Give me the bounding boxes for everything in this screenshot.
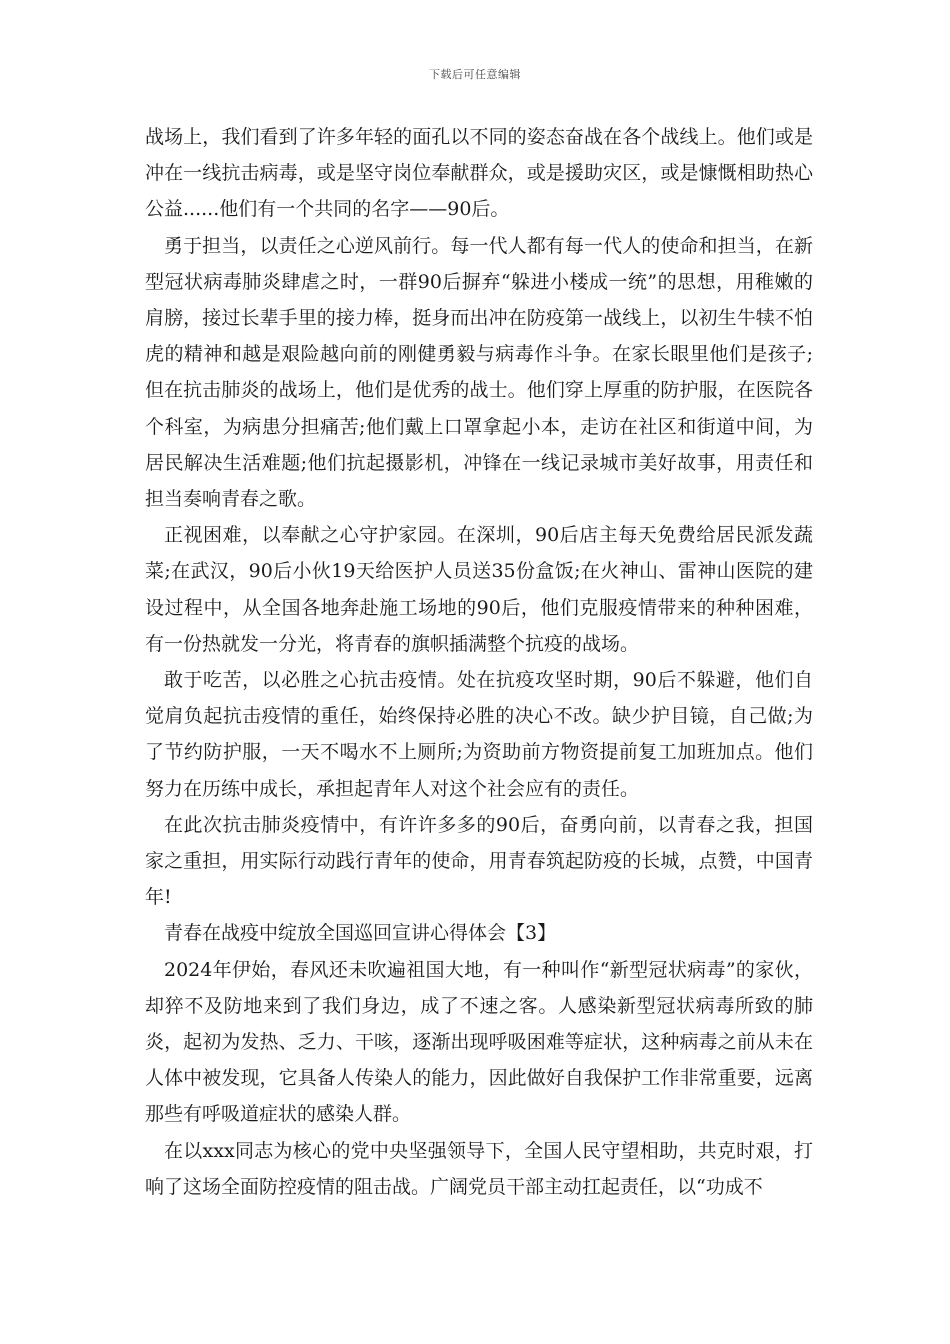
paragraph-2: 勇于担当，以责任之心逆风前行。每一代人都有每一代人的使命和担当，在新型冠状病毒肺炎肆虐之时，一群90后摒弃“躲进小楼成一统”的思想，用稚嫩的肩膀，接过长辈手里的接力棒，挺身而出冲在防疫第一战线上，以初生牛犊不怕虎的精神和越是艰险越向前的刚健勇毅与病毒作斗争。在家长眼里他们是孩子;但在抗击肺炎的战场上，他们是优秀的战士。他们穿上厚重的防护服，在医院各个科室，为病患分担痛苦;他们戴上口罩拿起小本，走访在社区和街道中间，为居民解决生活难题;他们抗起摄影机，冲锋在一线记录城市美好故事，用责任和担当奏响青春之歌。: [145, 234, 813, 511]
document-body: [145, 119, 813, 1205]
paragraph-4: 敢于吃苦，以必胜之心抗击疫情。处在抗疫攻坚时期，90后不躲避，他们自觉肩负起抗击疫情的重任，始终保持必胜的决心不改。缺少护目镜，自己做;为了节约防护服，一天不喝水不上厕所;为资助前方物资提前复工加班加点。他们努力在历练中成长，承担起青年人对这个社会应有的责任。: [145, 669, 813, 800]
section-heading: 青春在战疫中绽放全国巡回宣讲心得体会【3】: [164, 922, 557, 945]
paragraph-6: 2024年伊始，春风还未吹遍祖国大地，有一种叫作“新型冠状病毒”的家伙，却猝不及防地来到了我们身边，成了不速之客。人感染新型冠状病毒所致的肺炎，起初为发热、乏力、干咳，逐渐出现呼吸困难等症状，这种病毒之前从未在人体中被发现，它具备人传染人的能力，因此做好自我保护工作非常重要，远离那些有呼吸道症状的感染人群。: [145, 958, 813, 1126]
paragraph-7: 在以xxx同志为核心的党中央坚强领导下，全国人民守望相助，共克时艰，打响了这场全面防控疫情的阻击战。广阔党员干部主动扛起责任，以“功成不: [145, 1139, 813, 1198]
page-header-note: 下载后可任意编辑: [429, 68, 521, 81]
paragraph-3: 正视困难，以奉献之心守护家园。在深圳，90后店主每天免费给居民派发蔬菜;在武汉，90后小伙19天给医护人员送35份盒饭;在火神山、雷神山医院的建设过程中，从全国各地奔赴施工场地的90后，他们克服疫情带来的种种困难，有一份热就发一分光，将青春的旗帜插满整个抗疫的战场。: [145, 524, 813, 655]
paragraph-1: 战场上，我们看到了许多年轻的面孔以不同的姿态奋战在各个战线上。他们或是冲在一线抗击病毒，或是坚守岗位奉献群众，或是援助灾区，或是慷慨相助热心公益......他们有一个共同的名字——90后。: [145, 126, 813, 221]
paragraph-5: 在此次抗击肺炎疫情中，有许许多多的90后，奋勇向前，以青春之我，担国家之重担，用实际行动践行青年的使命，用青春筑起防疫的长城，点赞，中国青年!: [145, 813, 813, 909]
